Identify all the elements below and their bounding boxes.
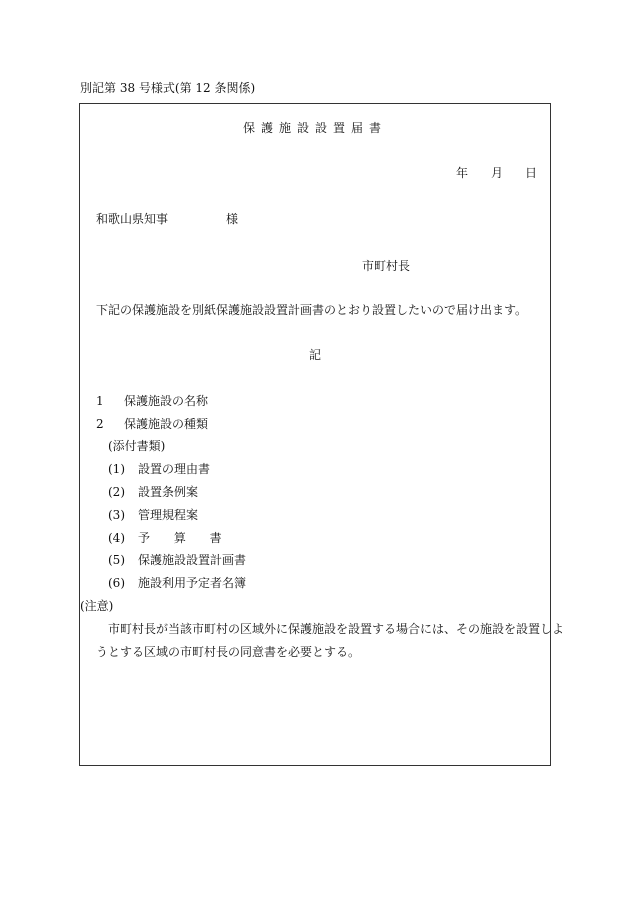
addressee: 和歌山県知事 <box>96 212 169 226</box>
attachment-item <box>108 508 198 522</box>
item-label: 保護施設の種類 <box>124 417 209 431</box>
attachment-label: 設置の理由書 <box>138 462 211 476</box>
note-heading: (注意) <box>80 599 114 613</box>
attachment-number: (1) <box>108 462 125 476</box>
attachment-number: (5) <box>108 553 125 567</box>
attachment-label: 保護施設設置計画書 <box>138 553 247 567</box>
list-item <box>96 394 208 408</box>
attachment-item <box>108 531 232 545</box>
attachments-heading: (添付書類) <box>108 439 166 453</box>
item-number: 1 <box>96 394 104 408</box>
form-box <box>79 103 551 766</box>
attachment-label: 設置条例案 <box>138 485 199 499</box>
item-number: 2 <box>96 417 104 431</box>
attachment-number: (3) <box>108 508 125 522</box>
document-title: 保護施設設置届書 <box>242 121 387 135</box>
date-month: 月 <box>491 166 504 180</box>
attachment-number: (2) <box>108 485 125 499</box>
body-text: 下記の保護施設を別紙保護施設設置計画書のとおり設置したいので届け出ます。 <box>96 303 528 317</box>
item-label: 保護施設の名称 <box>124 394 209 408</box>
attachment-item <box>108 553 246 567</box>
date-day: 日 <box>525 166 538 180</box>
form-number: 別記第 38 号様式(第 12 条関係) <box>80 81 256 95</box>
sender: 市町村長 <box>362 259 411 273</box>
attachment-label: 管理規程案 <box>138 508 199 522</box>
attachment-item <box>108 485 198 499</box>
ki-heading: 記 <box>308 348 321 362</box>
list-item <box>96 417 208 431</box>
attachment-label: 予 算 書 <box>138 531 232 545</box>
attachment-item <box>108 576 246 590</box>
honorific: 様 <box>226 212 239 226</box>
date-year: 年 <box>456 166 469 180</box>
note-text-line: うとする区域の市町村長の同意書を必要とする。 <box>96 645 361 659</box>
attachment-number: (6) <box>108 576 125 590</box>
attachment-item <box>108 462 210 476</box>
note-text-line: 市町村長が当該市町村の区域外に保護施設を設置する場合には、その施設を設置しよ <box>108 622 565 636</box>
attachment-label: 施設利用予定者名簿 <box>138 576 247 590</box>
attachment-number: (4) <box>108 531 125 545</box>
